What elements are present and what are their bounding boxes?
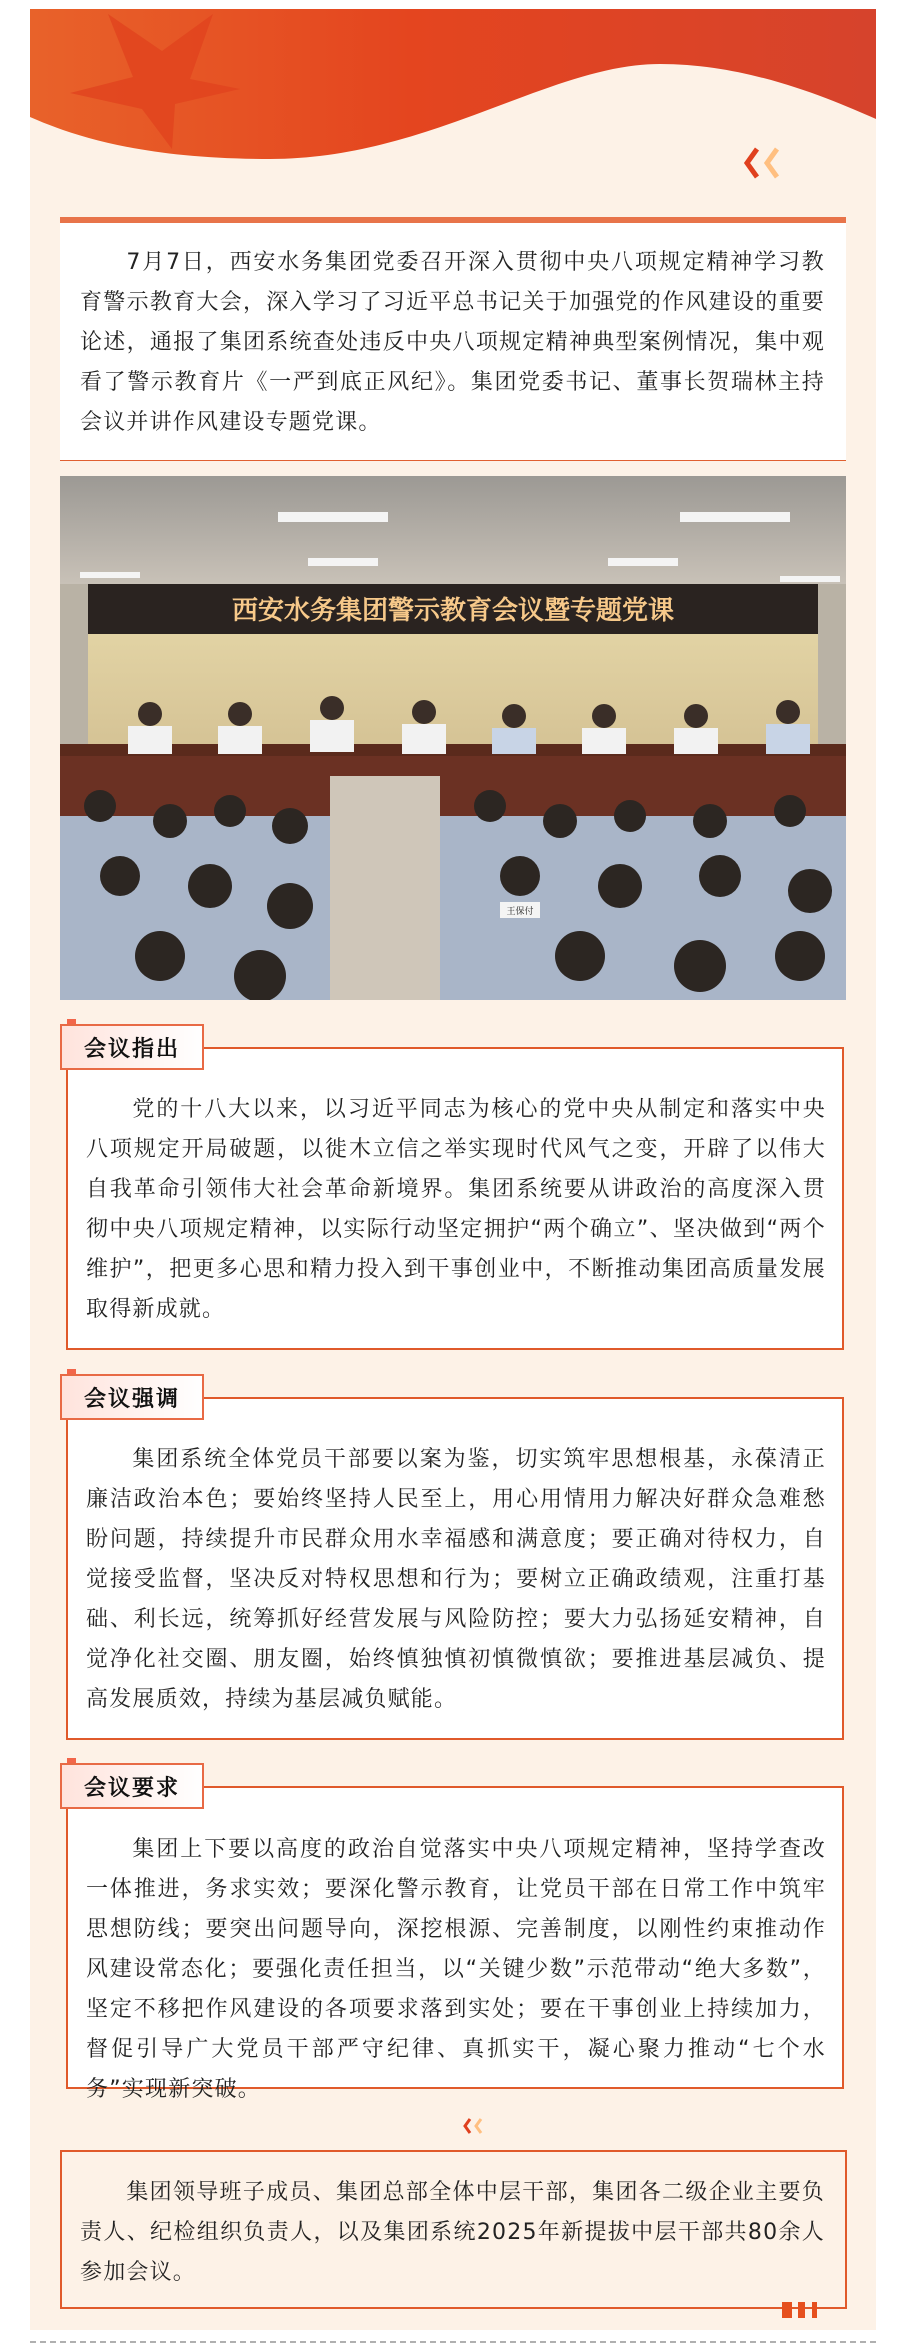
divider <box>30 2341 876 2343</box>
chevron-left-icon <box>743 146 787 180</box>
decor-bar-icon <box>812 2302 817 2318</box>
meeting-photo-illustration <box>60 476 846 1000</box>
section-paragraph-2: 集团系统全体党员干部要以案为鉴，切实筑牢思想根基，永葆清正廉洁政治本色；要始终坚持人民至上，用心用情用力解决好群众急难愁盼问题，持续提升市民群众用水幸福感和满意度；要正确对待权力，自觉接受监督，坚决反对特权思想和行为；要树立正确政绩观，注重打基础、利长远，统筹抓好经营发展与风险防控；要大力弘扬延安精神，自觉净化社交圈、朋友圈，始终慎独慎初慎微慎欲；要推进基层减负、提高发展质效，持续为基层减负赋能。 <box>86 1447 826 1712</box>
section-paragraph-3: 集团上下要以高度的政治自觉落实中央八项规定精神，坚持学查改一体推进，务求实效；要深化警示教育，让党员干部在日常工作中筑牢思想防线；要突出问题导向，深挖根源、完善制度，以刚性约束推动作风建设常态化；要强化责任担当，以“关键少数”示范带动“绝大多数”，坚定不移把作风建设的各项要求落到实处；要在干事创业上持续加力，督促引导广大党员干部严守纪律、真抓实干，凝心聚力推动“七个水务”实现新突破。 <box>86 1837 826 2102</box>
nameplate-text: 王保付 <box>506 907 534 917</box>
section-paragraph-1: 党的十八大以来，以习近平同志为核心的党中央从制定和落实中央八项规定开局破题，以徙木立信之举实现时代风气之变，开辟了以伟大自我革命引领伟大社会革命新境界。集团系统要从讲政治的高度深入贯彻中央八项规定精神，以实际行动坚定拥护“两个确立”、坚决做到“两个维护”，把更多心思和精力投入到干事创业中，不断推动集团高质量发展取得新成就。 <box>86 1097 826 1322</box>
intro-paragraph: 7月7日，西安水务集团党委召开深入贯彻中央八项规定精神学习教育警示教育大会，深入学习了习近平总书记关于加强党的作风建设的重要论述，通报了集团系统查处违反中央八项规定精神典型案例情况，集中观看了警示教育片《一严到底正风纪》。集团党委书记、董事长贺瑞林主持会议并讲作风建设专题党课。 <box>80 250 825 435</box>
closing-paragraph: 集团领导班子成员、集团总部全体中层干部，集团各二级企业主要负责人、纪检组织负责人，以及集团系统2025年新提拔中层干部共80余人参加会议。 <box>80 2180 825 2285</box>
chevron-left-small-icon <box>462 2118 486 2134</box>
banner-text: 西安水务集团警示教育会议暨专题党课 <box>231 596 675 626</box>
decor-bar-icon <box>782 2302 792 2318</box>
section-title-3: 会议要求 <box>60 1763 204 1809</box>
section-title-1: 会议指出 <box>60 1024 204 1070</box>
decor-bar-icon <box>798 2302 805 2318</box>
meeting-photo <box>60 476 846 1000</box>
section-title-2: 会议强调 <box>60 1374 204 1420</box>
